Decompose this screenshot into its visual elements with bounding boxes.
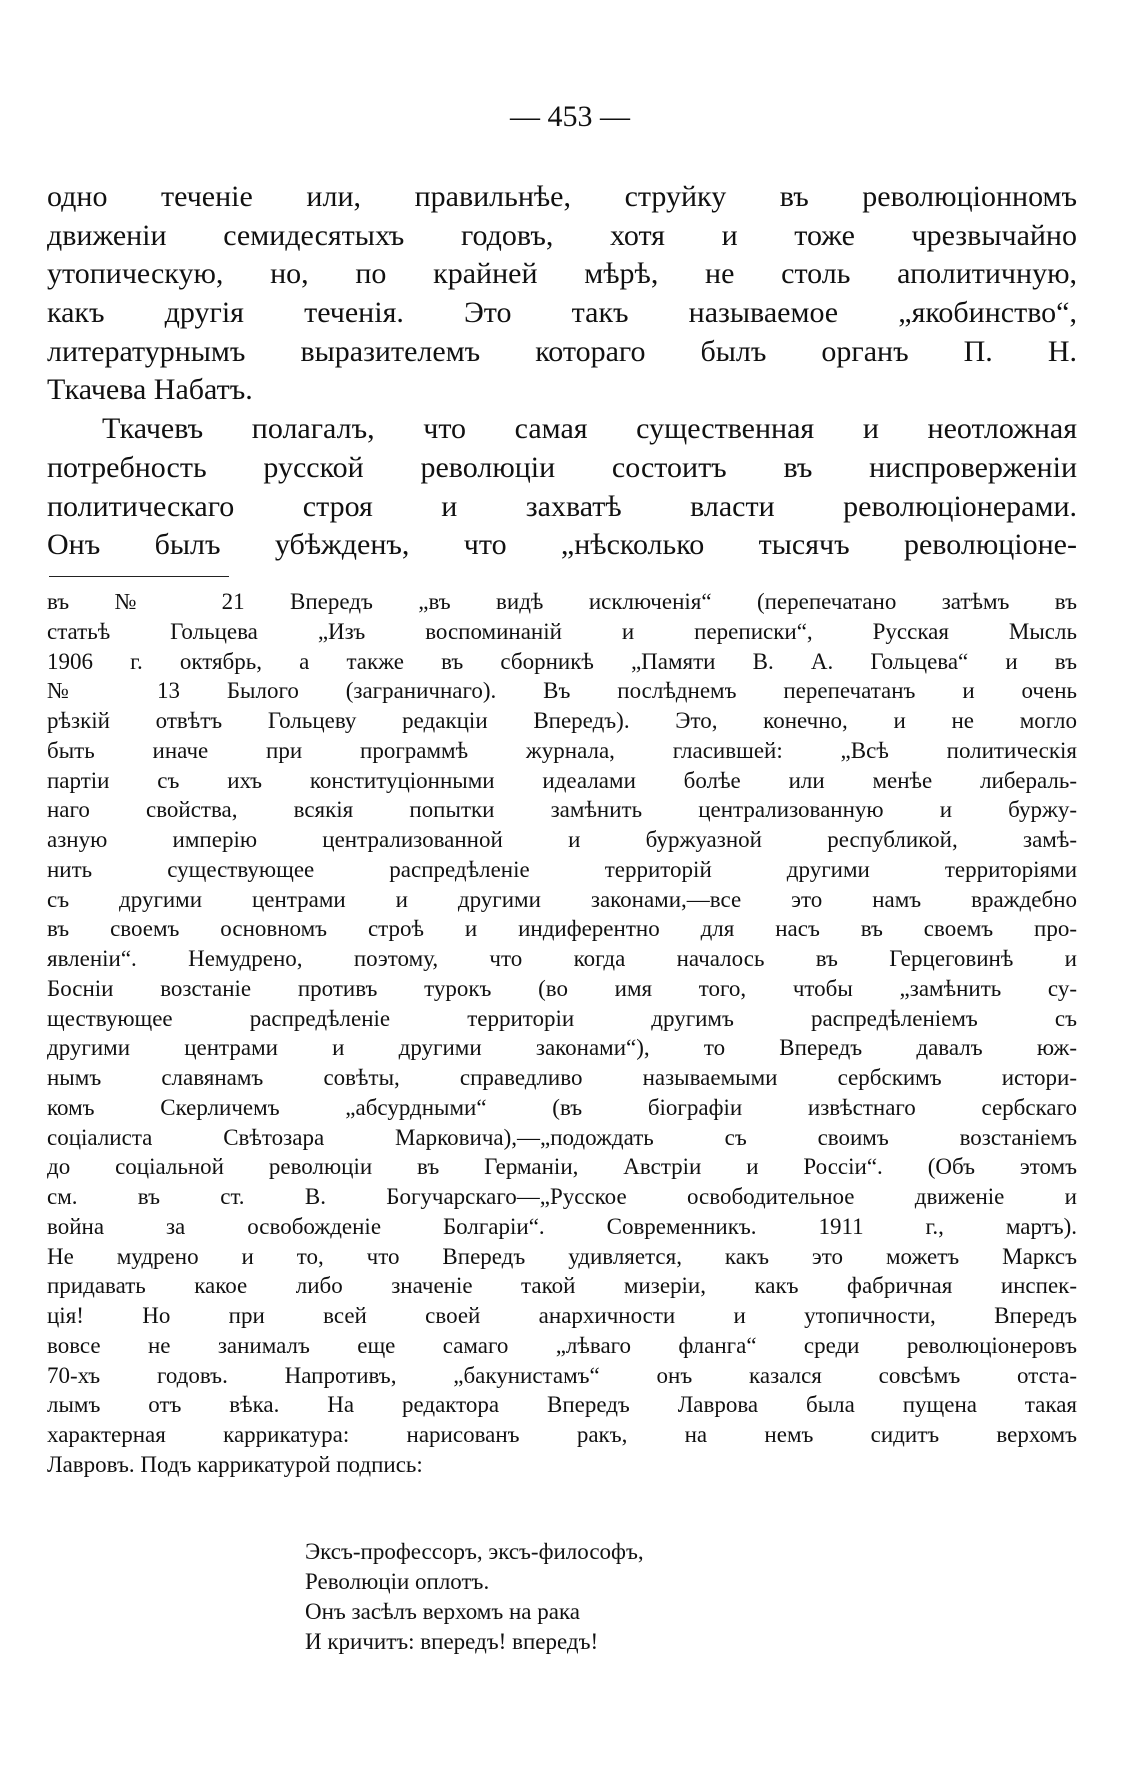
- footnote-line: въ № 21 Впередъ „въ видѣ исключенія“ (перепечатано затѣмъ въ: [47, 589, 1077, 614]
- footnote-line: въ своемъ основномъ строѣ и индиферентно для насъ въ своемъ про-: [47, 916, 1077, 942]
- footnote-line: наго свойства, всякія попытки замѣнить централизованную и буржу-: [47, 797, 1077, 823]
- footnote-line: лымъ отъ вѣка. На редактора Впередъ Лаврова была пущена такая: [47, 1392, 1077, 1418]
- footnote-line: 1906 г. октябрь, а также въ сборникѣ „Памяти В. А. Гольцева“ и въ: [47, 648, 1077, 674]
- footnote-line: соціалиста Свѣтозара Марковича),—„подождать съ своимъ возстаніемъ: [47, 1124, 1077, 1150]
- footnote-line: явленіи“. Немудрено, поэтому, что когда началось въ Герцеговинѣ и: [47, 946, 1077, 971]
- footnote-line: азную имперію централизованной и буржуазной республикой, замѣ-: [47, 827, 1077, 852]
- verse: [305, 1537, 644, 1657]
- footnote-line: быть иначе при программѣ журнала, гласившей: „Всѣ политическія: [47, 737, 1077, 763]
- footnote-line: другими центрами и другими законами“), то Впередъ давалъ юж-: [47, 1035, 1077, 1061]
- main-line: потребность русской революціи состоитъ въ ниспроверженіи: [47, 450, 1077, 484]
- footnote-line: нымъ славянамъ совѣты, справедливо называемыми сербскимъ истори-: [47, 1065, 1077, 1090]
- footnote-line: комъ Скерличемъ „абсурдными“ (въ біографіи извѣстнаго сербскаго: [47, 1094, 1077, 1120]
- footnote-line: Не мудрено и то, что Впередъ удивляется, какъ это можетъ Марксъ: [47, 1243, 1077, 1269]
- main-line: одно теченіе или, правильнѣе, струйку въ революціонномъ: [47, 180, 1077, 213]
- footnote-line: съ другими центрами и другими законами,—все это намъ враждебно: [47, 886, 1077, 912]
- footnote: [47, 587, 1077, 1480]
- footnote-line: до соціальной революціи въ Германіи, Австріи и Россіи“. (Объ этомъ: [47, 1154, 1077, 1180]
- main-line: литературнымъ выразителемъ котораго былъ органъ П. Н.: [47, 334, 1077, 368]
- main-line: какъ другія теченія. Это такъ называемое „якобинство“,: [47, 296, 1077, 330]
- main-text: [47, 178, 1077, 565]
- footnote-line: Лавровъ. Подъ каррикатурой подпись:: [47, 1451, 423, 1477]
- footnote-line: ществующее распредѣленіе территоріи другимъ распредѣленіемъ съ: [47, 1005, 1077, 1031]
- main-line: Ткачевъ полагалъ, что самая существенная и неотложная: [102, 412, 1077, 446]
- footnote-separator: [49, 576, 229, 577]
- footnote-line: придавать какое либо значеніе такой мизеріи, какъ фабричная инспек-: [47, 1273, 1077, 1299]
- verse-line: Эксъ-профессоръ, эксъ-философъ,: [305, 1539, 644, 1564]
- verse-line: Революціи оплотъ.: [305, 1569, 490, 1594]
- verse-line: Онъ засѣлъ верхомъ на рака: [305, 1599, 581, 1624]
- verse-line: И кричитъ: впередъ! впередъ!: [305, 1629, 599, 1654]
- main-line: политическаго строя и захватѣ власти революціонерами.: [47, 489, 1077, 523]
- page-number: — 453 —: [510, 100, 630, 133]
- footnote-line: рѣзкій отвѣтъ Гольцеву редакціи Впередъ). Это, конечно, и не могло: [47, 708, 1077, 733]
- footnote-line: см. въ ст. В. Богучарскаго—„Русское освободительное движеніе и: [47, 1184, 1077, 1209]
- footnote-line: характерная каррикатура: нарисованъ ракъ, на немъ сидитъ верхомъ: [47, 1422, 1077, 1447]
- footnote-line: партіи съ ихъ конституціонными идеалами болѣе или менѣе либераль-: [47, 767, 1077, 793]
- footnote-line: ція! Но при всей своей анархичности и утопичности, Впередъ: [47, 1303, 1077, 1328]
- main-line: утопическую, но, по крайней мѣрѣ, не столь аполитичную,: [47, 257, 1077, 291]
- footnote-line: Босніи возстаніе противъ турокъ (во имя того, чтобы „замѣнить су-: [47, 975, 1077, 1001]
- main-line: движеніи семидесятыхъ годовъ, хотя и тоже чрезвычайно: [47, 218, 1077, 252]
- footnote-line: нить существующее распредѣленіе территорій другими территоріями: [47, 856, 1077, 882]
- footnote-line: № 13 Былого (заграничнаго). Въ послѣднемъ перепечатанъ и очень: [47, 678, 1077, 704]
- main-line: Онъ былъ убѣжденъ, что „нѣсколько тысячъ революціоне-: [47, 528, 1077, 562]
- footnote-line: 70-хъ годовъ. Напротивъ, „бакунистамъ“ онъ казался совсѣмъ отста-: [47, 1362, 1077, 1388]
- footnote-line: война за освобожденіе Болгаріи“. Современникъ. 1911 г., мартъ).: [47, 1213, 1077, 1239]
- footnote-line: вовсе не занималъ еще самаго „лѣваго фланга“ среди революціонеровъ: [47, 1332, 1077, 1358]
- footnote-line: статьѣ Гольцева „Изъ воспоминаній и переписки“, Русская Мысль: [47, 618, 1077, 644]
- main-line: Ткачева Набатъ.: [47, 373, 253, 407]
